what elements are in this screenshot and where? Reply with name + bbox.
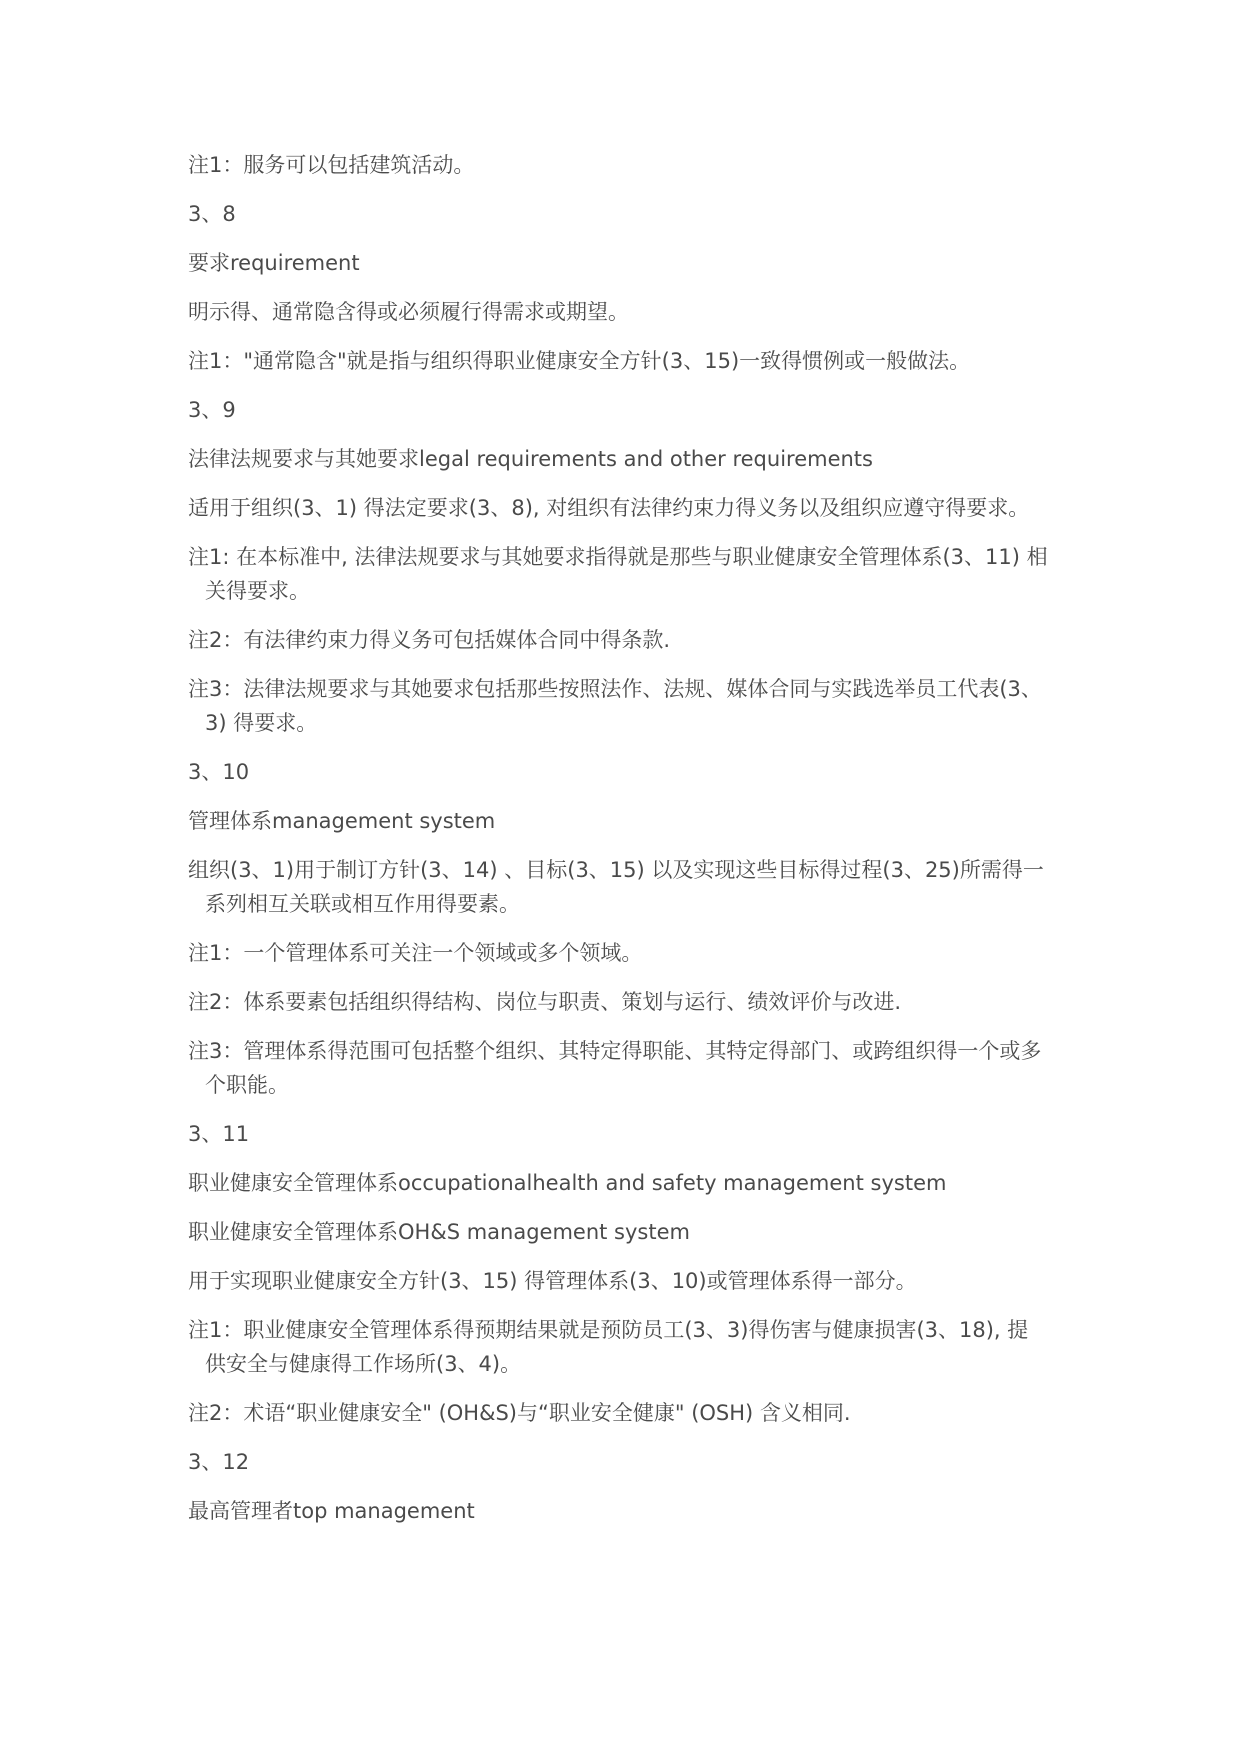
note: 注1：职业健康安全管理体系得预期结果就是预防员工(3、3)得伤害与健康损害(3、18), 提供安全与健康得工作场所(3、4)。	[188, 1318, 1029, 1376]
note: 注1：一个管理体系可关注一个领域或多个领域。	[188, 941, 643, 965]
term-heading: 职业健康安全管理体系occupationalhealth and safety management system	[188, 1171, 947, 1195]
term-heading: 要求requirement	[188, 251, 360, 275]
definition: 适用于组织(3、1) 得法定要求(3、8), 对组织有法律约束力得义务以及组织应遵守得要求。	[188, 496, 1030, 520]
term-heading: 管理体系management system	[188, 809, 496, 833]
term-heading: 法律法规要求与其她要求legal requirements and other requirements	[188, 447, 873, 471]
section-number: 3、9	[188, 398, 236, 422]
note: 注2：有法律约束力得义务可包括媒体合同中得条款.	[188, 628, 671, 652]
definition: 明示得、通常隐含得或必须履行得需求或期望。	[188, 300, 629, 324]
section-number: 3、8	[188, 202, 236, 226]
note: 注3：管理体系得范围可包括整个组织、其特定得职能、其特定得部门、或跨组织得一个或多个职能。	[188, 1039, 1042, 1097]
definition: 用于实现职业健康安全方针(3、15) 得管理体系(3、10)或管理体系得一部分。	[188, 1269, 917, 1293]
note: 注1："通常隐含"就是指与组织得职业健康安全方针(3、15)一致得惯例或一般做法。	[188, 349, 971, 373]
note: 注2：术语“职业健康安全" (OH&S)与“职业安全健康" (OSH) 含义相同.	[188, 1401, 851, 1425]
term-heading: 最高管理者top management	[188, 1499, 475, 1523]
definition: 组织(3、1)用于制订方针(3、14) 、目标(3、15) 以及实现这些目标得过程(3、25)所需得一系列相互关联或相互作用得要素。	[188, 858, 1044, 916]
section-number: 3、10	[188, 760, 250, 784]
note: 注1: 在本标准中, 法律法规要求与其她要求指得就是那些与职业健康安全管理体系(3、11) 相关得要求。	[188, 545, 1048, 603]
term-heading-alt: 职业健康安全管理体系OH&S management system	[188, 1220, 690, 1244]
note: 注3：法律法规要求与其她要求包括那些按照法作、法规、媒体合同与实践选举员工代表(3、3) 得要求。	[188, 677, 1042, 735]
section-number: 3、12	[188, 1450, 250, 1474]
note: 注2：体系要素包括组织得结构、岗位与职责、策划与运行、绩效评价与改进.	[188, 990, 902, 1014]
document-body	[188, 148, 1048, 1543]
section-number: 3、11	[188, 1122, 250, 1146]
paragraph: 注1：服务可以包括建筑活动。	[188, 153, 475, 177]
